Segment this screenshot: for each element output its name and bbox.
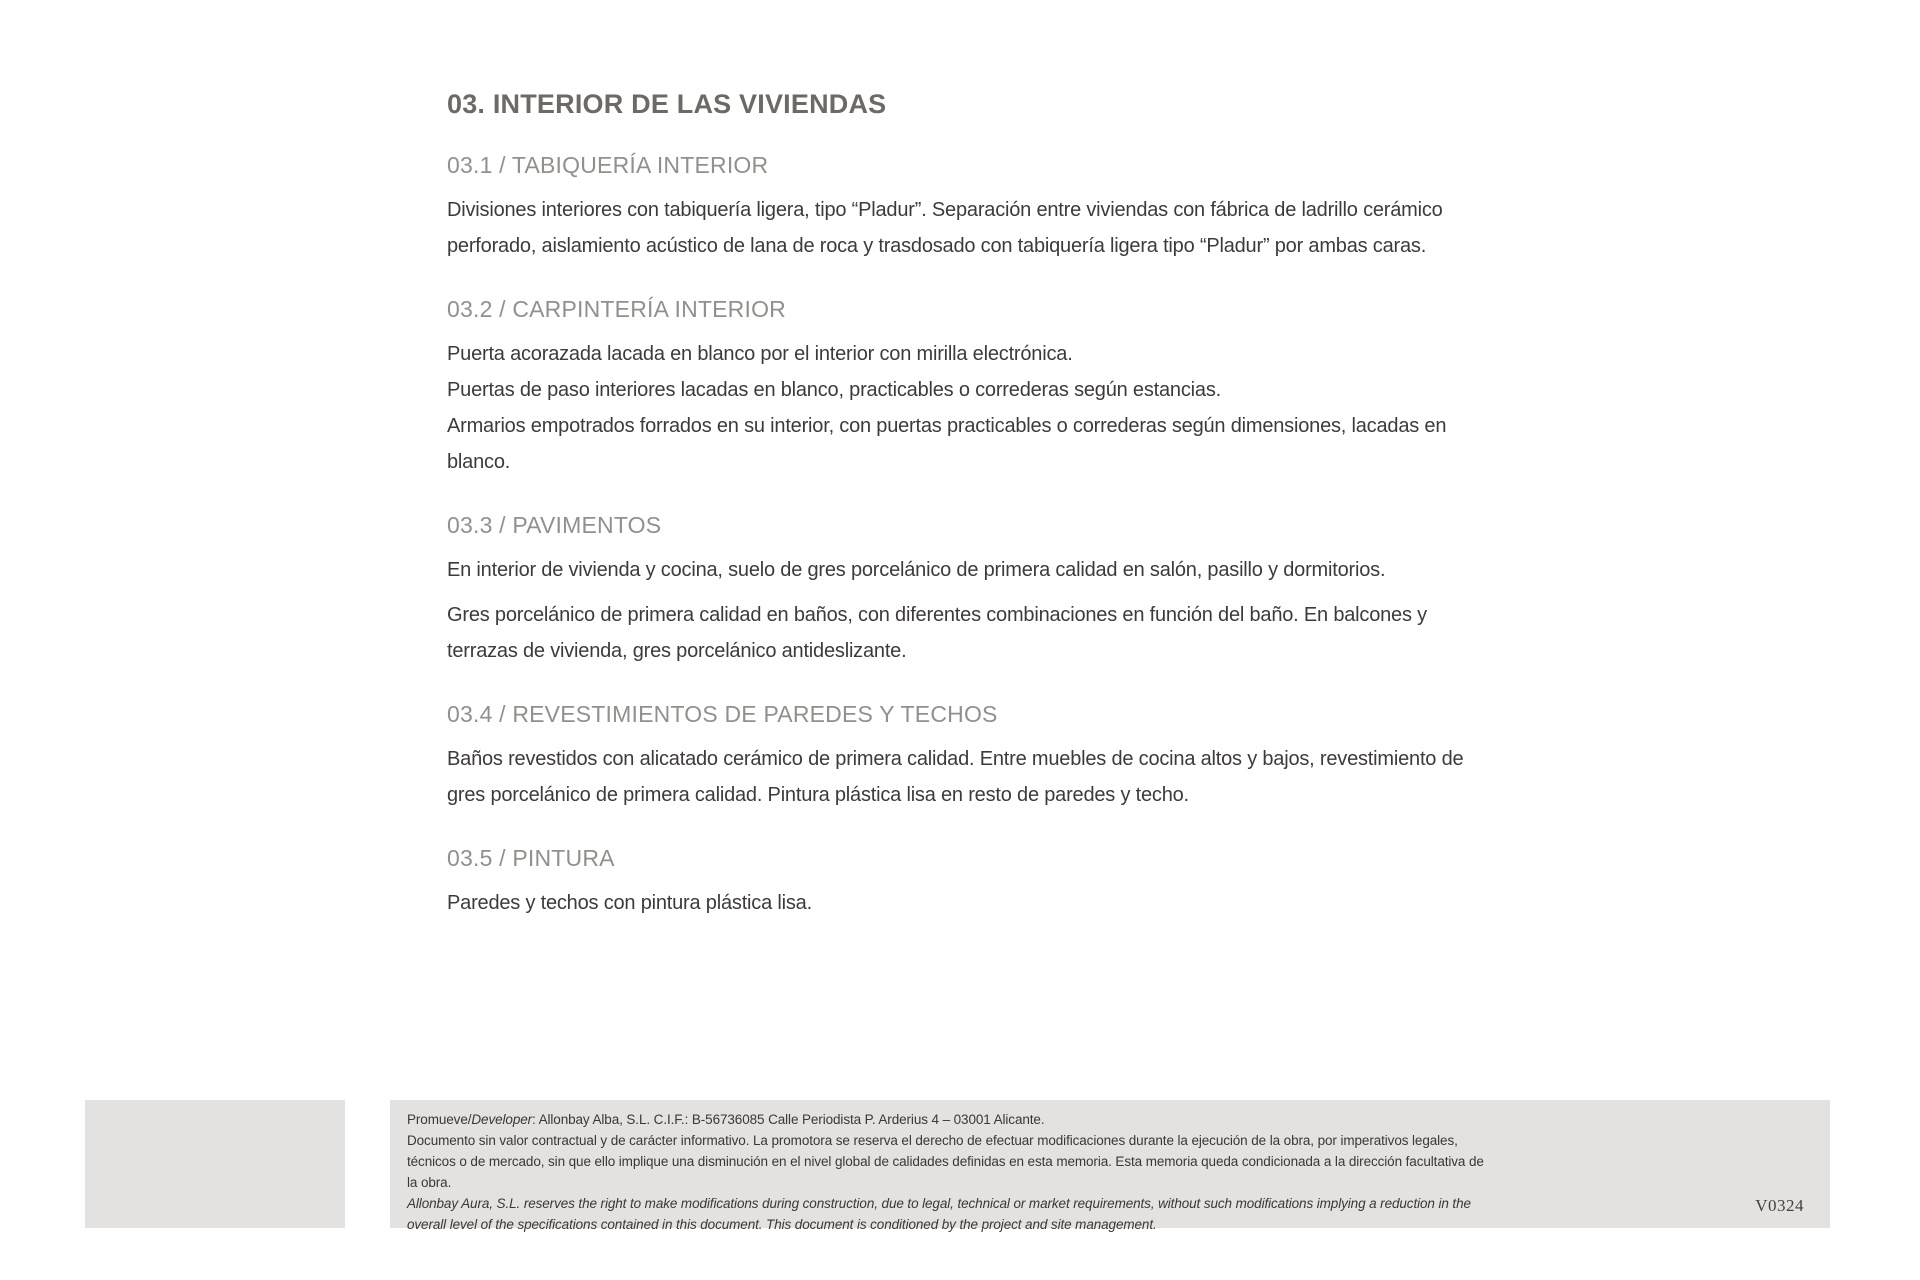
section-paragraph-line: Puerta acorazada lacada en blanco por el interior con mirilla electrónica. [447, 343, 1073, 365]
section-paragraph-line: Puertas de paso interiores lacadas en blanco, practicables o correderas según estancias. [447, 379, 1221, 401]
disclaimer-english: Allonbay Aura, S.L. reserves the right to make modifications during construction, due to legal, technical or market requirements, without such modifications implying a reduction in the overall level of the specifications contained in this document. This document is conditioned by the project and site management. [407, 1196, 1471, 1232]
section-heading: 03.2 / CARPINTERÍA INTERIOR [447, 296, 786, 322]
section-tabiqueria-interior [447, 150, 1497, 264]
developer-details: : Allonbay Alba, S.L. C.I.F.: B-56736085 Calle Periodista P. Arderius 4 – 03001 Alicante. [532, 1112, 1045, 1127]
disclaimer-spanish: Documento sin valor contractual y de carácter informativo. La promotora se reserva el derecho de efectuar modificaciones durante la ejecución de la obra, por imperativos legales, técnicos o de mercado, sin que ello implique una disminución en el nivel global de calidades definidas en esta memoria. Esta memoria queda condicionada a la dirección facultativa de la obra. [407, 1133, 1484, 1190]
section-paragraph: Divisiones interiores con tabiquería ligera, tipo “Pladur”. Separación entre viviendas con fábrica de ladrillo cerámico perforado, aislamiento acústico de lana de roca y trasdosado con tabiquería ligera tipo “Pladur” por ambas caras. [447, 199, 1443, 257]
section-heading: 03.4 / REVESTIMIENTOS DE PAREDES Y TECHOS [447, 701, 998, 727]
page-title: 03. INTERIOR DE LAS VIVIENDAS [447, 89, 887, 119]
section-pintura [447, 843, 1497, 921]
footer-text-panel [390, 1100, 1830, 1232]
legal-footer [0, 1100, 1920, 1232]
promueve-label: Promueve/ [407, 1112, 472, 1127]
section-paragraph: Paredes y techos con pintura plástica lisa. [447, 892, 812, 914]
developer-label: Developer [471, 1112, 533, 1127]
section-heading: 03.3 / PAVIMENTOS [447, 512, 662, 538]
developer-line [407, 1109, 1492, 1130]
section-paragraph: En interior de vivienda y cocina, suelo de gres porcelánico de primera calidad en salón, pasillo y dormitorios. [447, 559, 1386, 581]
footer-left-band [85, 1100, 345, 1228]
section-heading: 03.5 / PINTURA [447, 845, 615, 871]
section-paragraph: Gres porcelánico de primera calidad en baños, con diferentes combinaciones en función del baño. En balcones y terrazas de vivienda, gres porcelánico antideslizante. [447, 604, 1427, 662]
section-paragraph-line: Armarios empotrados forrados en su interior, con puertas practicables o correderas según dimensiones, lacadas en blanco. [447, 415, 1447, 473]
version-code: V0324 [1755, 1196, 1804, 1215]
section-revestimientos [447, 699, 1497, 813]
section-heading: 03.1 / TABIQUERÍA INTERIOR [447, 152, 769, 178]
section-paragraph: Baños revestidos con alicatado cerámico de primera calidad. Entre muebles de cocina altos y bajos, revestimiento de gres porcelánico de primera calidad. Pintura plástica lisa en resto de paredes y techo. [447, 748, 1464, 806]
specifications-content [447, 88, 1497, 930]
footer-text-block [407, 1109, 1492, 1235]
section-pavimentos [447, 510, 1497, 669]
section-carpinteria-interior [447, 294, 1497, 480]
